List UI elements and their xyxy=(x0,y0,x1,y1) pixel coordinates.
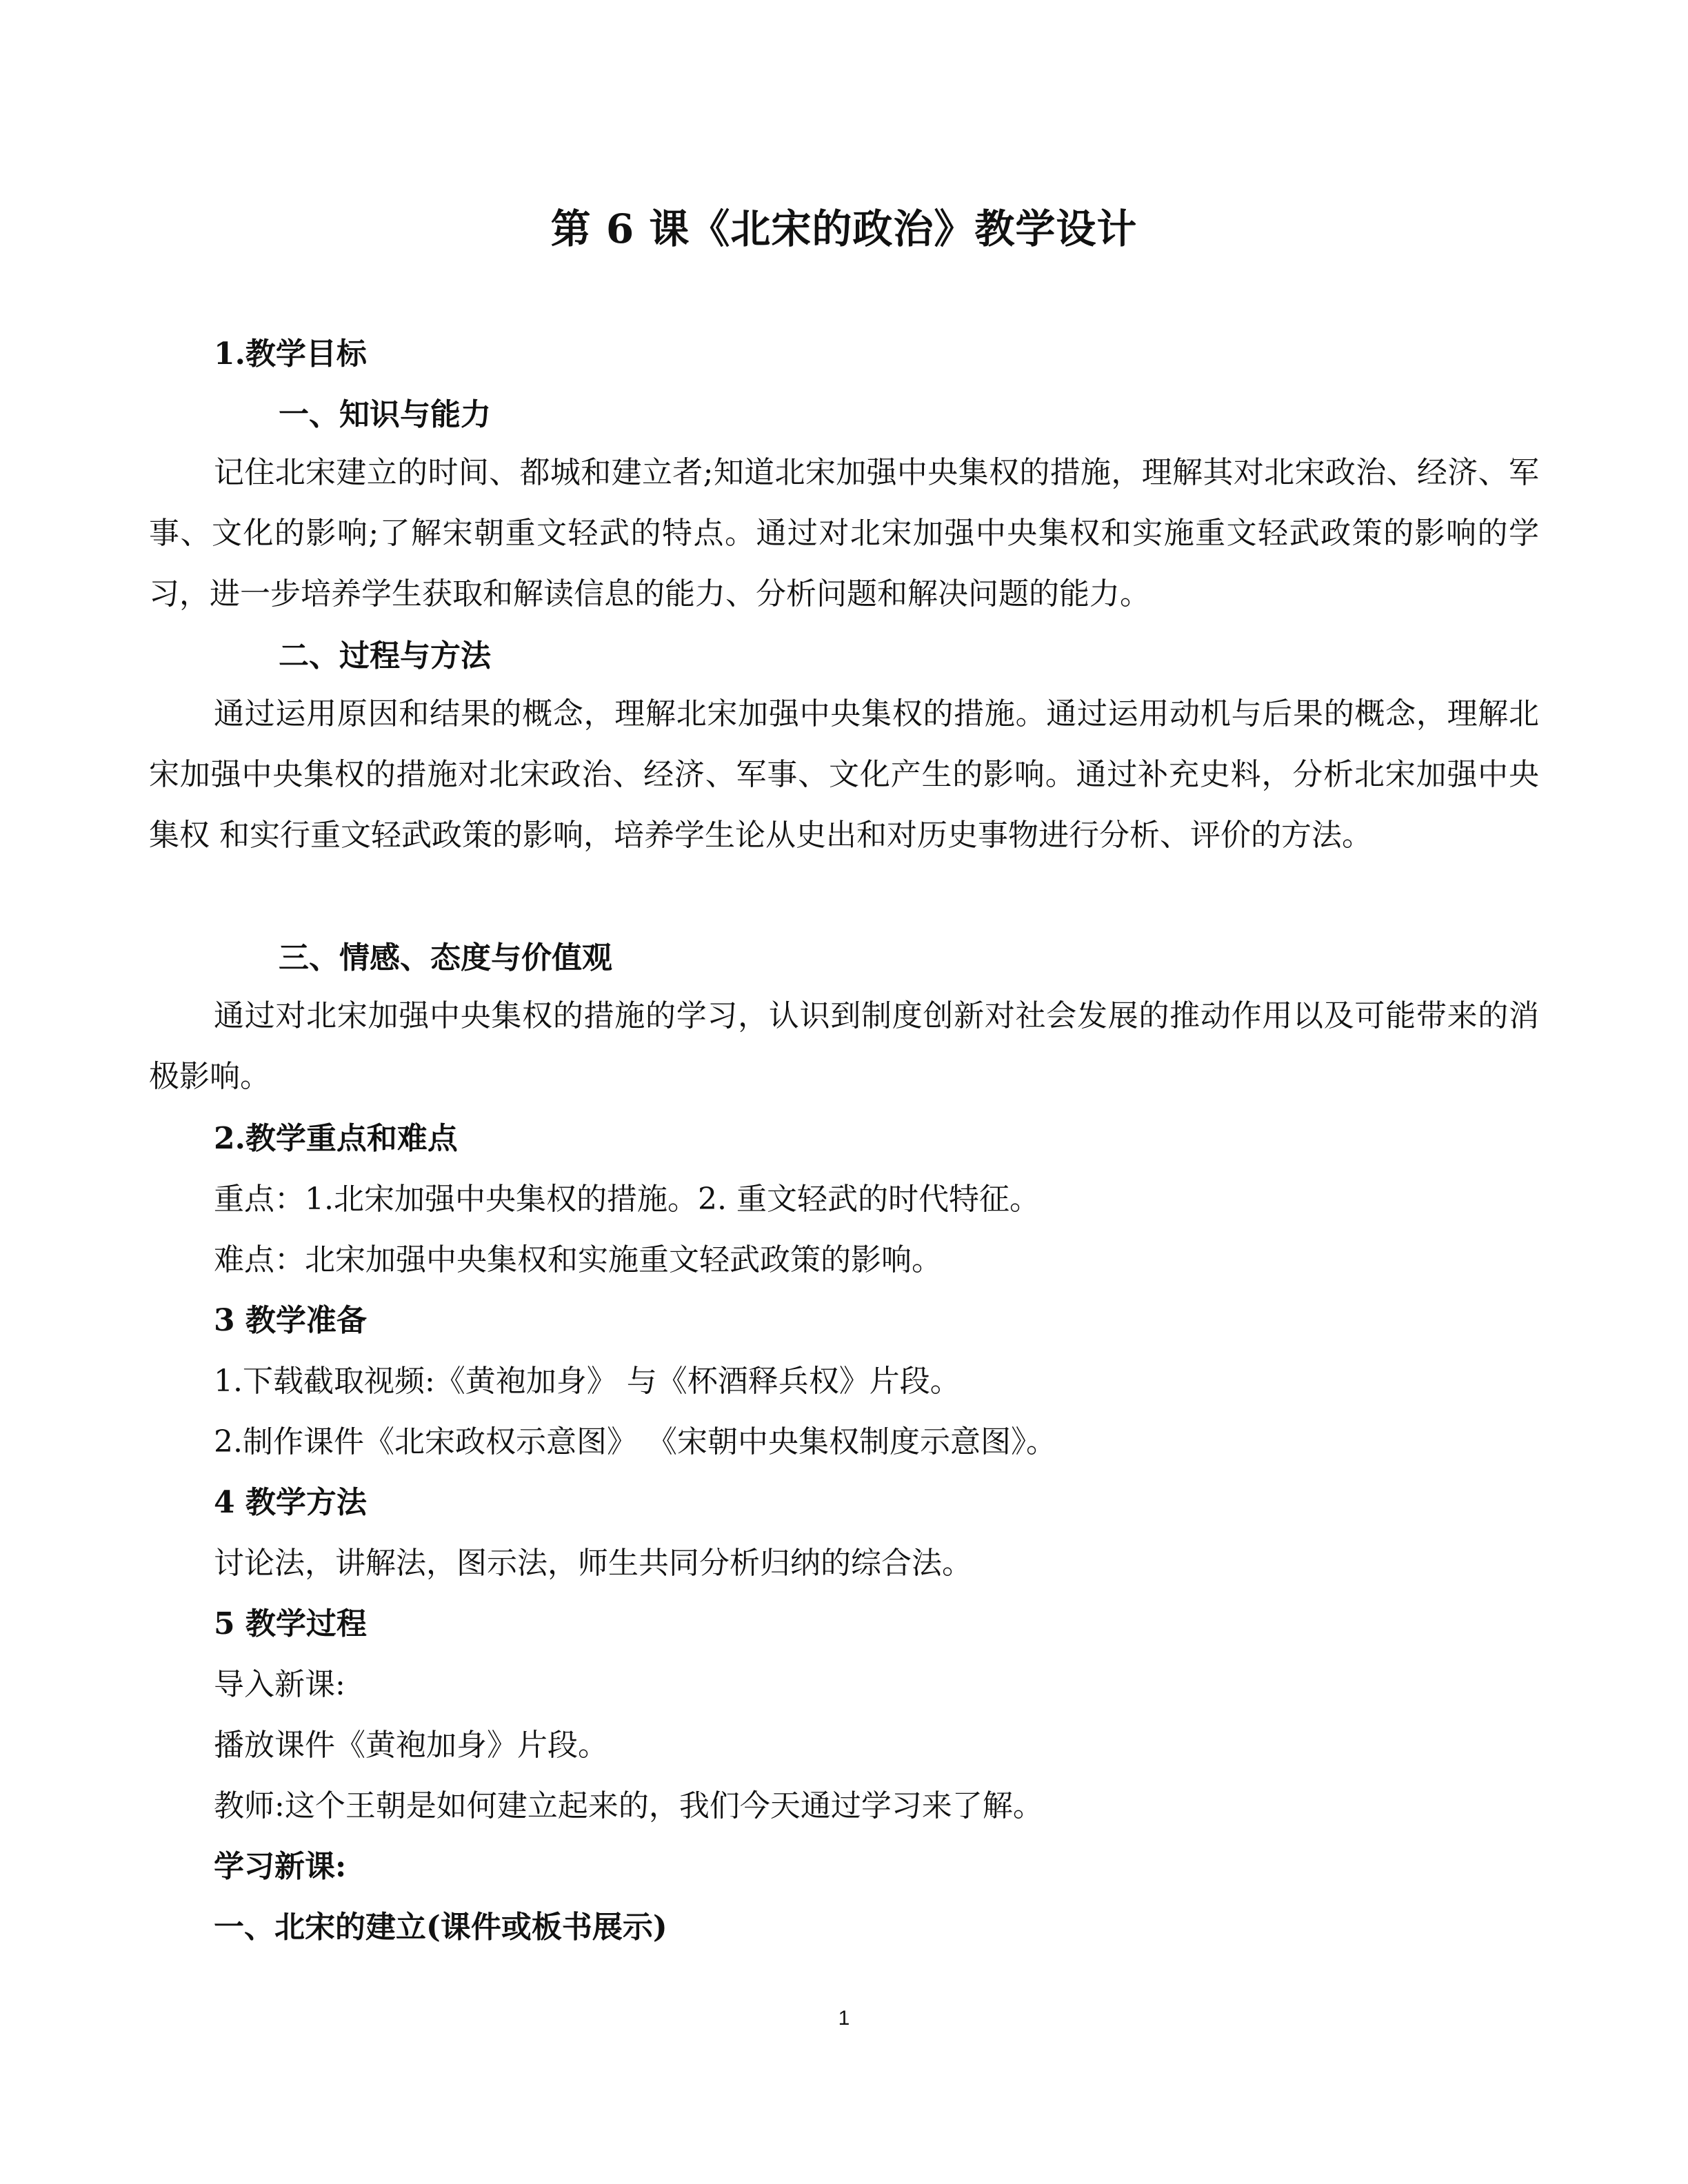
page-number: 1 xyxy=(838,2007,850,2030)
subheading-emotion-values: 三、情感、态度与价值观 xyxy=(279,940,612,975)
difficulties-text: 难点：北宋加强中央集权和实施重文轻武政策的影响。 xyxy=(214,1242,942,1277)
preparation-item-2: 2.制作课件《北宋政权示意图》 《宋朝中央集权制度示意图》。 xyxy=(214,1424,1056,1459)
document-title: 第 6 课《北宋的政治》教学设计 xyxy=(550,205,1138,252)
subheading-process-method: 二、过程与方法 xyxy=(279,638,491,674)
section-heading-preparation: 3 教学准备 xyxy=(214,1303,367,1338)
section-heading-key-difficult: 2.教学重点和难点 xyxy=(214,1121,458,1156)
paragraph-process-method: 通过运用原因和结果的概念，理解北宋加强中央集权的措施。通过运用动机与后果的概念，理解北宋加强中央集权的措施对北宋政治、经济、军事、文化产生的影响。通过补充史料，分析北宋加强中央集权 和实行重文轻武政策的影响，培养学生论从史出和对历史事物进行分析、评价的方法。 xyxy=(149,696,1539,853)
section-heading-methods: 4 教学方法 xyxy=(214,1485,367,1520)
section-heading-objectives: 1.教学目标 xyxy=(214,336,367,372)
section-heading-process: 5 教学过程 xyxy=(214,1606,367,1641)
paragraph-emotion-values: 通过对北宋加强中央集权的措施的学习，认识到制度创新对社会发展的推动作用以及可能带来的消极影响。 xyxy=(149,998,1539,1094)
preparation-item-1: 1.下载截取视频:《黄袍加身》 与《杯酒释兵权》片段。 xyxy=(214,1364,961,1399)
subheading-knowledge-ability: 一、知识与能力 xyxy=(279,397,491,432)
intro-play-text: 播放课件《黄袍加身》片段。 xyxy=(214,1728,608,1763)
paragraph-knowledge-ability: 记住北宋建立的时间、都城和建立者;知道北宋加强中央集权的措施，理解其对北宋政治、经济、军事、文化的影响;了解宋朝重文轻武的特点。通过对北宋加强中央集权和实施重文轻武政策的影响的学习，进一步培养学生获取和解读信息的能力、分析问题和解决问题的能力。 xyxy=(149,455,1539,611)
intro-label: 导入新课: xyxy=(214,1667,345,1702)
key-points-text: 重点：1.北宋加强中央集权的措施。2. 重文轻武的时代特征。 xyxy=(214,1182,1040,1217)
methods-text: 讨论法，讲解法，图示法，师生共同分析归纳的综合法。 xyxy=(214,1546,972,1581)
intro-teacher-text: 教师:这个王朝是如何建立起来的，我们今天通过学习来了解。 xyxy=(214,1788,1043,1823)
part1-heading: 一、北宋的建立(课件或板书展示) xyxy=(214,1910,667,1945)
new-lesson-heading: 学习新课: xyxy=(214,1849,347,1884)
